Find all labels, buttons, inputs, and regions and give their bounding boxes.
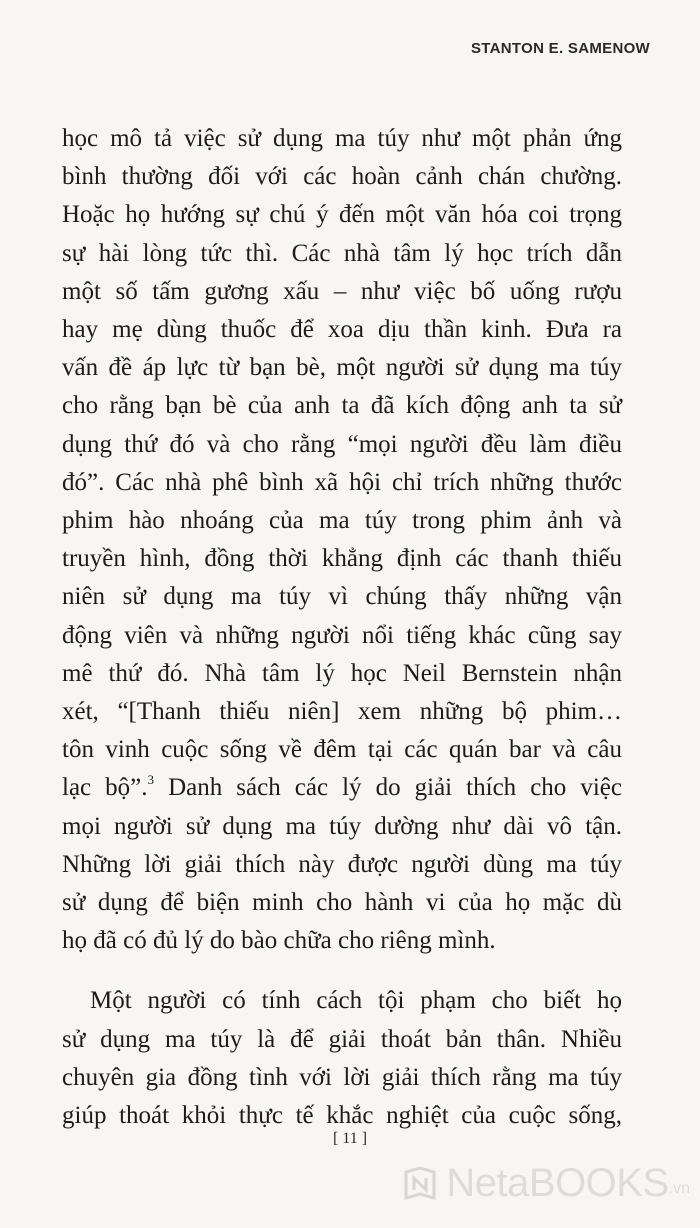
text-line: động viên và những người nổi tiếng khác cũng say	[62, 621, 622, 649]
text-line: tôn vinh cuộc sống về đêm tại các quán bar và câu	[62, 736, 622, 764]
text-line: mê thứ đó. Nhà tâm lý học Neil Bernstein nhận	[62, 659, 622, 687]
text-line: Một người có tính cách tội phạm cho biết họ	[90, 987, 622, 1015]
text-line: Những lời giải thích này được người dùng ma túy	[62, 850, 622, 878]
text-line: mọi người sử dụng ma túy dường như dài vô tận.	[62, 812, 622, 840]
footnote-marker: 3	[147, 772, 155, 788]
page-number: [ 11 ]	[332, 1130, 368, 1147]
text-line: Hoặc họ hướng sự chú ý đến một văn hóa coi trọng	[62, 201, 622, 229]
text-line: vấn đề áp lực từ bạn bè, một người sử dụng ma túy	[62, 354, 622, 382]
text-line: hay mẹ dùng thuốc để xoa dịu thần kinh. Đưa ra	[62, 316, 622, 344]
text-line: họ đã có đủ lý do bào chữa cho riêng mình.	[62, 927, 496, 955]
watermark	[400, 1161, 690, 1206]
watermark-suffix: .vn	[668, 1180, 690, 1197]
text-fragment: Danh sách các lý do giải thích cho việc	[154, 774, 622, 802]
text-line: truyền hình, đồng thời khẳng định các thanh thiếu	[62, 545, 622, 573]
text-fragment: lạc bộ”.	[62, 774, 148, 802]
paragraph-2	[62, 982, 622, 1135]
watermark-brand: NetaBOOKS	[446, 1161, 669, 1205]
text-line: đó”. Các nhà phê bình xã hội chỉ trích những thước	[62, 468, 622, 496]
body-text	[62, 120, 622, 1135]
running-header-author: STANTON E. SAMENOW	[470, 40, 650, 57]
text-line: chuyên gia đồng tình với lời giải thích rằng ma túy	[62, 1063, 622, 1091]
book-logo-icon	[400, 1164, 440, 1204]
text-line: xét, “[Thanh thiếu niên] xem những bộ phim…	[62, 698, 622, 726]
paragraph-1	[62, 120, 622, 960]
text-line: một số tấm gương xấu – như việc bố uống rượu	[62, 277, 622, 305]
text-line: sử dụng để biện minh cho hành vi của họ mặc dù	[62, 889, 622, 917]
text-line: dụng thứ đó và cho rằng “mọi người đều làm điều	[62, 430, 622, 458]
text-line: giúp thoát khỏi thực tế khắc nghiệt của cuộc sống,	[62, 1102, 622, 1130]
text-line-with-footnote	[62, 769, 622, 807]
text-line: sử dụng ma túy là để giải thoát bản thân. Nhiều	[62, 1025, 622, 1053]
text-line: sự hài lòng tức thì. Các nhà tâm lý học trích dẫn	[62, 239, 622, 267]
text-line: niên sử dụng ma túy vì chúng thấy những vận	[62, 583, 622, 611]
text-line: cho rằng bạn bè của anh ta đã kích động anh ta sử	[62, 392, 622, 420]
text-line: học mô tả việc sử dụng ma túy như một phản ứng	[62, 125, 622, 152]
text-line: bình thường đối với các hoàn cảnh chán chường.	[62, 163, 622, 191]
text-line: phim hào nhoáng của ma túy trong phim ảnh và	[62, 507, 622, 535]
